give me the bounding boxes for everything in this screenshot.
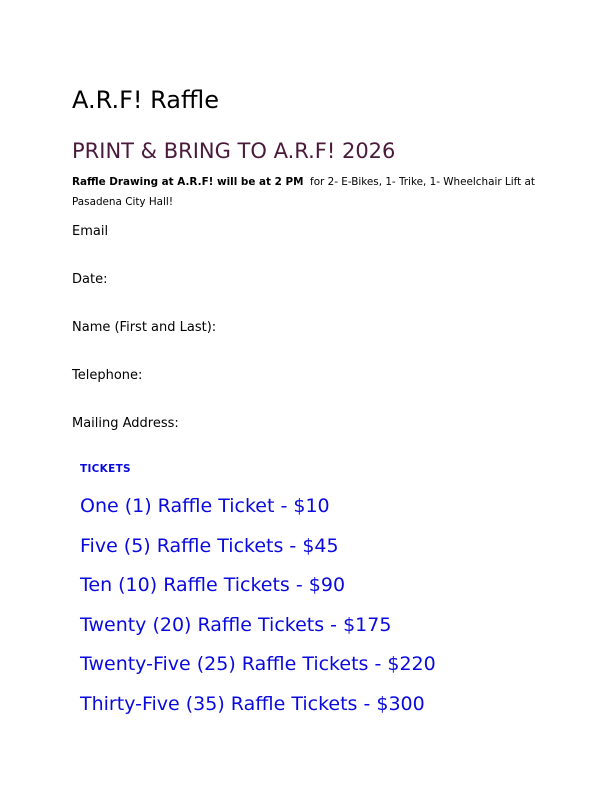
- ticket-option-25: Twenty-Five (25) Raffle Tickets - $220: [80, 653, 436, 675]
- telephone-label: Telephone:: [72, 368, 143, 383]
- ticket-options-list: [80, 487, 436, 724]
- date-label: Date:: [72, 272, 108, 287]
- tickets-heading: TICKETS: [80, 463, 131, 475]
- print-instruction-heading: PRINT & BRING TO A.R.F! 2026: [72, 139, 396, 163]
- drawing-time-text: Raffle Drawing at A.R.F! will be at 2 PM: [72, 176, 304, 188]
- ticket-option-35: Thirty-Five (35) Raffle Tickets - $300: [80, 692, 425, 715]
- page-title: A.R.F! Raffle: [72, 86, 219, 114]
- name-label: Name (First and Last):: [72, 320, 217, 335]
- ticket-option-1: One (1) Raffle Ticket - $10: [80, 495, 330, 517]
- email-label: Email: [72, 224, 109, 239]
- ticket-option-20: Twenty (20) Raffle Tickets - $175: [80, 613, 392, 636]
- ticket-option-10: Ten (10) Raffle Tickets - $90: [80, 574, 346, 596]
- drawing-info-paragraph: [72, 173, 546, 212]
- ticket-option-5: Five (5) Raffle Tickets - $45: [80, 534, 339, 557]
- mailing-address-label: Mailing Address:: [72, 416, 179, 431]
- prizes-location-text: for 2- E-Bikes, 1- Trike, 1- Wheelchair Lift at Pasadena City Hall!: [72, 176, 535, 208]
